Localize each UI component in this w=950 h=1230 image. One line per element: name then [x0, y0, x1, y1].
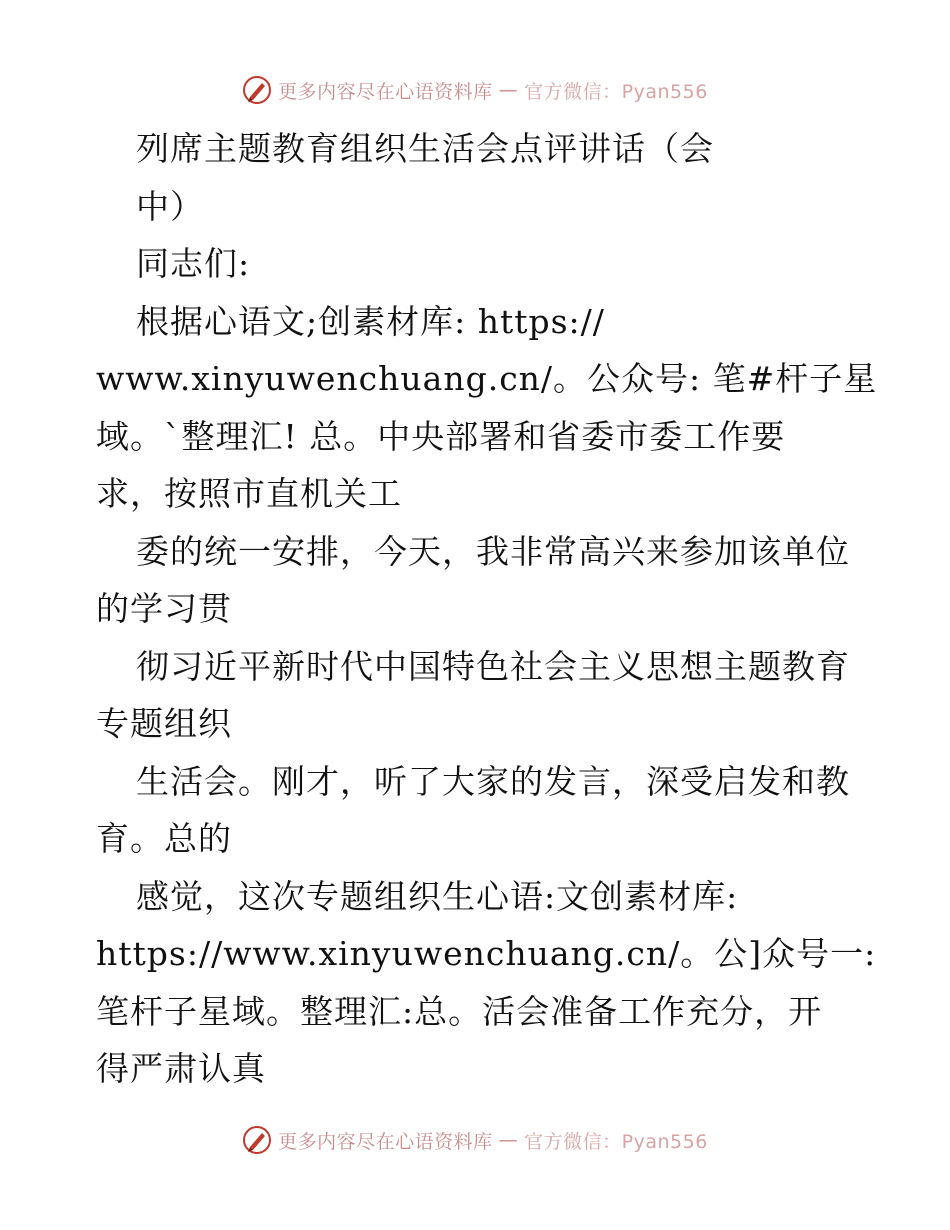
- text-line: 同志们:: [136, 244, 251, 283]
- watermark-banner: [242, 75, 708, 105]
- text-line: 求，按照市直机关工: [96, 474, 402, 513]
- watermark-wechat: 官方微信：Pyan556: [524, 1130, 708, 1153]
- pen-logo-icon: [242, 75, 272, 105]
- watermark-wechat: 官方微信：Pyan556: [524, 80, 708, 103]
- watermark-banner-footer: [242, 1125, 708, 1155]
- text-line: 专题组织: [96, 704, 232, 743]
- text-line: 得严肃认真: [96, 1049, 266, 1088]
- watermark-separator: —: [498, 79, 519, 101]
- text-line: 生活会。刚才，听了大家的发言，深受启发和教: [136, 761, 850, 801]
- text-line: 笔杆子星域。整理汇:总。活会准备工作充分，开: [96, 991, 823, 1031]
- text-line: 列席主题教育组织生活会点评讲话（会: [136, 129, 714, 168]
- watermark-separator: —: [498, 1129, 519, 1151]
- text-line: https://www.xinyuwenchuang.cn/。公]众号一:: [96, 934, 877, 973]
- text-line: 育。总的: [96, 819, 232, 858]
- text-line: www.xinyuwenchuang.cn/。公众号: 笔#杆子星: [96, 359, 878, 398]
- text-line: 根据心语文;创素材库: https://: [136, 301, 605, 341]
- text-line: 中）: [136, 186, 204, 226]
- text-line: 委的统一安排，今天，我非常高兴来参加该单位: [136, 531, 850, 571]
- text-line: 感觉，这次专题组织生心语:文创素材库:: [136, 876, 739, 916]
- text-line: 的学习贯: [96, 589, 232, 628]
- page-footer: [0, 1120, 950, 1160]
- page-header: [0, 70, 950, 110]
- document-body: [96, 120, 876, 1098]
- pen-logo-icon: [242, 1125, 272, 1155]
- watermark-text: 更多内容尽在心语资料库: [278, 80, 493, 103]
- text-line: 域。`整理汇! 总。中央部署和省委市委工作要: [96, 416, 786, 456]
- watermark-text: 更多内容尽在心语资料库: [278, 1130, 493, 1153]
- text-line: 彻习近平新时代中国特色社会主义思想主题教育: [136, 646, 850, 686]
